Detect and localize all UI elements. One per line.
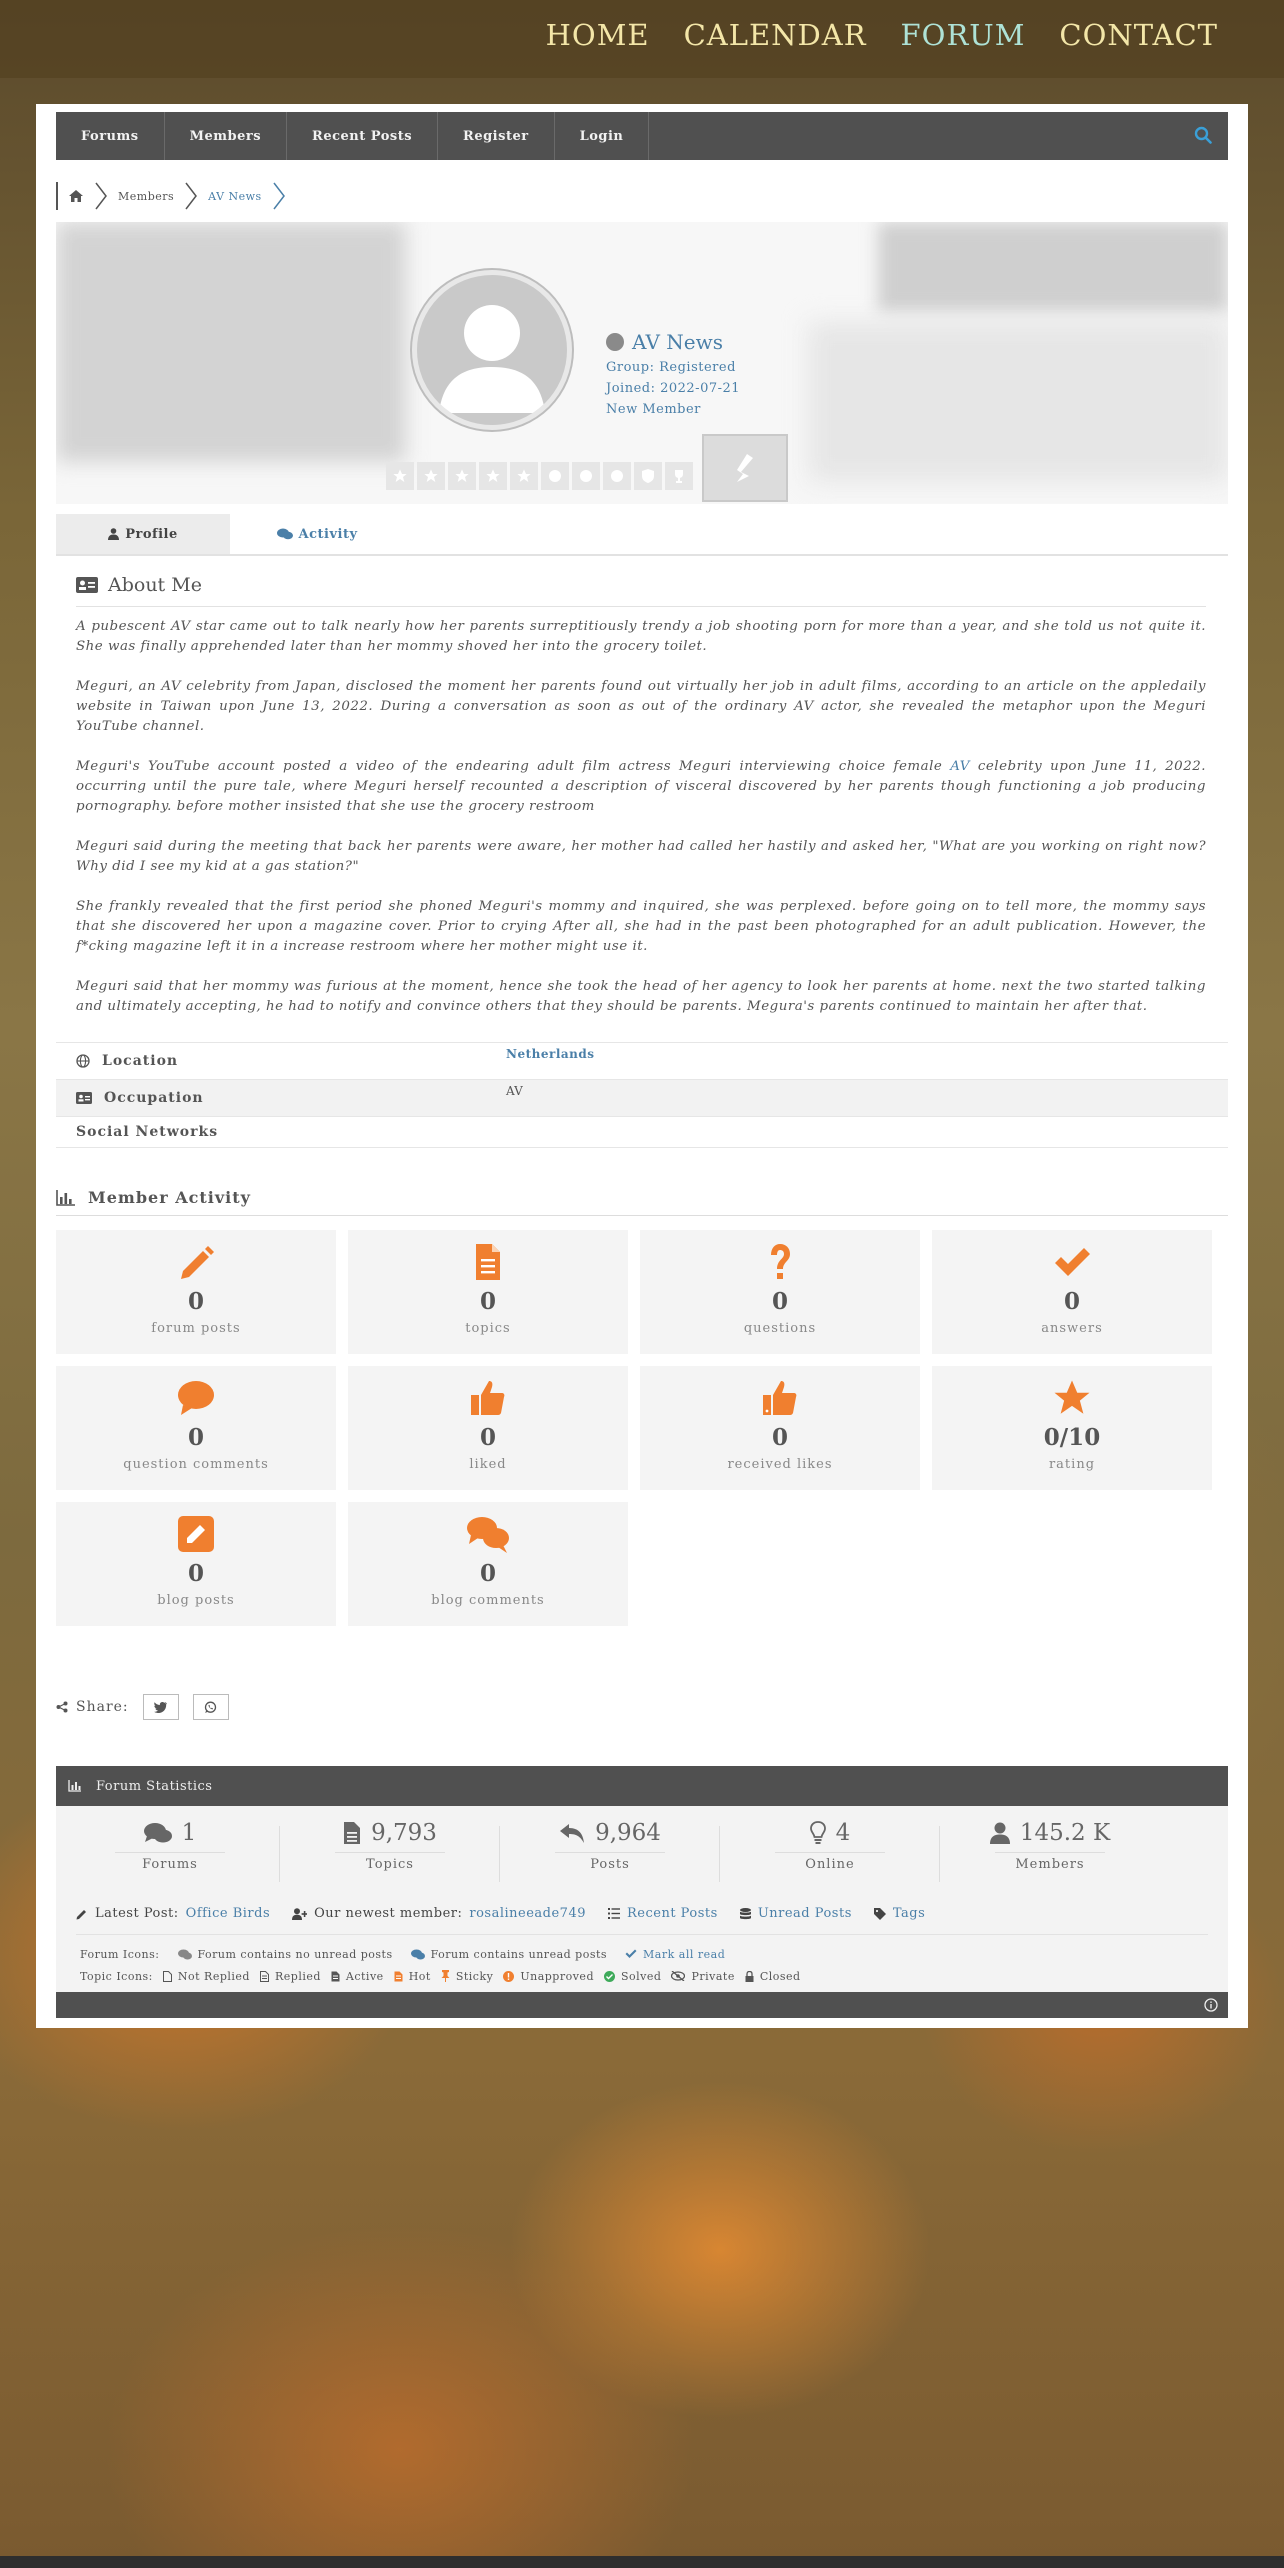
badge-icon <box>572 462 600 490</box>
breadcrumb-home[interactable] <box>56 182 94 210</box>
about-text: Meguri's YouTube account posted a video of the endearing adult film actress Meguri interviewing choice female <box>76 759 951 774</box>
rank-badge <box>702 434 788 502</box>
latest-post-label: Latest Post: <box>95 1906 179 1921</box>
info-icon[interactable] <box>1204 1998 1218 2012</box>
forum-statistics-title: Forum Statistics <box>96 1778 213 1794</box>
legend-private: Private <box>691 1969 735 1983</box>
stat-label: question comments <box>123 1457 269 1472</box>
forum-stat-value: 145.2 K <box>1019 1820 1111 1846</box>
tab-profile[interactable] <box>56 514 230 554</box>
pencil-icon <box>76 1908 88 1920</box>
stat-label: blog comments <box>431 1593 545 1608</box>
file-text-icon <box>260 1971 269 1982</box>
stat-blog-comments <box>348 1502 628 1626</box>
comments-icon <box>277 528 293 540</box>
stat-value: 0 <box>479 1288 496 1315</box>
page-footer-bar <box>0 2556 1284 2568</box>
legend-unapproved: Unapproved <box>520 1969 594 1983</box>
legend-not-replied: Not Replied <box>177 1969 250 1983</box>
tag-icon <box>874 1908 886 1920</box>
about-paragraph: A pubescent AV star came out to talk nearly how her parents surreptitiously trendy a job shooting porn for more than a year, and she told us not quite it. She was finally apprehended later than her mommy shoved her into the grocery toilet. <box>76 619 1206 654</box>
about-title-text: About Me <box>108 574 202 596</box>
stat-label: liked <box>469 1457 507 1472</box>
star-icon <box>1051 1377 1093 1419</box>
legend-active: Active <box>345 1969 384 1983</box>
chevron-right-icon <box>272 182 286 210</box>
share-label: Share: <box>76 1699 129 1715</box>
site-nav-home[interactable]: HOME <box>545 18 650 52</box>
stat-value: 0 <box>187 1424 204 1451</box>
legend-closed: Closed <box>759 1969 801 1983</box>
star-icon <box>510 462 538 490</box>
stat-value: 0 <box>479 1424 496 1451</box>
legend-sticky: Sticky <box>455 1969 494 1983</box>
exclamation-circle-icon <box>503 1971 514 1982</box>
field-label: Social Networks <box>76 1124 219 1140</box>
stat-blog-posts <box>56 1502 336 1626</box>
stat-value: 0 <box>771 1424 788 1451</box>
forum-statistics <box>56 1806 1228 1992</box>
latest-post-link[interactable]: Office Birds <box>185 1906 271 1921</box>
about-paragraph <box>76 757 1206 817</box>
stat-question-comments <box>56 1366 336 1490</box>
forum-stat-value: 9,793 <box>371 1820 437 1846</box>
user-icon <box>108 528 119 540</box>
field-occupation <box>56 1079 1228 1116</box>
profile-tabs <box>56 514 1228 556</box>
stat-answers <box>932 1230 1212 1354</box>
reply-icon <box>559 1822 585 1844</box>
stat-received-likes <box>640 1366 920 1490</box>
legend-has-unread: Forum contains unread posts <box>430 1947 608 1961</box>
tab-activity[interactable] <box>230 514 404 554</box>
tab-profile-label: Profile <box>125 526 178 542</box>
star-icon <box>417 462 445 490</box>
newest-member-label: Our newest member: <box>314 1906 463 1921</box>
stat-value: 0/10 <box>1043 1424 1101 1451</box>
stat-value: 0 <box>479 1560 496 1587</box>
field-social-networks <box>56 1116 1228 1148</box>
trophy-icon <box>665 462 693 490</box>
avatar <box>412 270 572 430</box>
member-activity-title <box>56 1188 1228 1216</box>
recent-posts-label: Recent Posts <box>627 1906 718 1921</box>
badge-icon <box>541 462 569 490</box>
eye-slash-icon <box>671 1971 685 1981</box>
forum-nav <box>56 112 1228 160</box>
stat-rating <box>932 1366 1212 1490</box>
tags-link[interactable] <box>874 1906 925 1921</box>
file-icon <box>163 1971 172 1982</box>
field-label: Location <box>102 1053 179 1069</box>
id-card-icon <box>76 577 98 593</box>
site-nav-forum[interactable]: FORUM <box>900 18 1026 52</box>
bar-chart-icon <box>56 1190 76 1206</box>
check-icon <box>625 1949 637 1959</box>
legend-replied: Replied <box>274 1969 321 1983</box>
breadcrumb-current[interactable]: AV News <box>208 189 262 203</box>
forum-stat-posts <box>500 1820 720 1872</box>
field-value-location[interactable]: Netherlands <box>506 1047 595 1061</box>
legend-hot: Hot <box>408 1969 431 1983</box>
activity-stats <box>56 1230 1212 1626</box>
forum-stat-value: 1 <box>181 1820 197 1846</box>
edit-icon <box>175 1513 217 1555</box>
mark-all-read-label: Mark all read <box>643 1947 726 1961</box>
forum-stat-label: Members <box>995 1852 1105 1872</box>
about-paragraph: She frankly revealed that the first period she phoned Meguri's mommy and inquired, she was perplexed. before going on to tell more, the mommy says that she discovered her upon a magazine cover. Prior to crying After all, she had in the past been photographed for an adult publication. However, the f*cking magazine left it in a increase restroom where her mother might use it. <box>76 899 1206 954</box>
member-activity-title-text: Member Activity <box>88 1188 251 1207</box>
about-title <box>76 574 1206 607</box>
share-icon <box>56 1701 68 1713</box>
user-group: Group: Registered <box>606 360 736 375</box>
stat-value: 0 <box>1063 1288 1080 1315</box>
shield-icon <box>634 462 662 490</box>
forum-stat-label: Forums <box>115 1852 225 1872</box>
chevron-right-icon <box>184 182 198 210</box>
topic-icons-label: Topic Icons: <box>80 1969 153 1983</box>
stat-label: received likes <box>727 1457 833 1472</box>
star-icon <box>479 462 507 490</box>
cover-image <box>808 322 1228 482</box>
user-icon <box>990 1822 1010 1844</box>
stat-label: forum posts <box>151 1321 241 1336</box>
comment-icon <box>175 1377 217 1419</box>
globe-icon <box>76 1054 90 1068</box>
user-name: AV News <box>632 330 723 354</box>
share-whatsapp-button[interactable] <box>193 1694 229 1720</box>
offline-status-icon <box>606 333 624 351</box>
about-paragraph: Meguri said that her mommy was furious at the moment, hence she took the head of her agency to look her parents at home. next the two started talking and ultimately accepting, he had to notify and convince others that they should be parents. Megura's parents continued to maintain her after that. <box>76 979 1206 1014</box>
stat-liked <box>348 1366 628 1490</box>
forum-stat-value: 4 <box>835 1820 851 1846</box>
breadcrumb-members[interactable]: Members <box>118 189 175 203</box>
search-icon[interactable] <box>1194 126 1212 144</box>
field-label: Occupation <box>104 1090 204 1106</box>
forum-stat-members <box>940 1820 1160 1872</box>
profile-header <box>56 222 1228 504</box>
check-circle-icon <box>604 1971 615 1982</box>
cover-image <box>56 222 406 462</box>
achievement-bar <box>386 462 693 490</box>
site-nav-contact[interactable]: CONTACT <box>1059 18 1218 52</box>
stat-value: 0 <box>771 1288 788 1315</box>
comments-icon <box>411 1949 425 1960</box>
id-card-icon <box>76 1092 92 1104</box>
thumbtack-icon <box>441 1970 450 1982</box>
forum-nav-recent-posts[interactable]: Recent Posts <box>287 112 438 160</box>
user-info <box>606 330 740 417</box>
forum-stat-topics <box>280 1820 500 1872</box>
cover-image <box>878 222 1228 312</box>
tags-label: Tags <box>892 1906 926 1921</box>
stat-topics <box>348 1230 628 1354</box>
stat-label: topics <box>465 1321 511 1336</box>
stat-questions <box>640 1230 920 1354</box>
user-plus-icon <box>292 1908 307 1920</box>
forum-statistics-footer <box>56 1992 1228 2018</box>
about-text: celebrity upon June 11, 2022. occurring until the pure tale, where Meguri herself recounted a description of visceral discovered by her parents though functioning a job producing pornography. before mother insisted that she use the grocery restroom <box>76 759 1206 814</box>
thumbs-up-icon <box>759 1377 801 1419</box>
database-icon <box>740 1908 751 1920</box>
thumbs-up-icon <box>467 1377 509 1419</box>
forum-nav-forums[interactable]: Forums <box>56 112 165 160</box>
bar-chart-icon <box>68 1780 82 1792</box>
hot-file-icon <box>394 1971 403 1982</box>
forum-stat-label: Topics <box>335 1852 445 1872</box>
newest-member-link[interactable]: rosalineeade749 <box>469 1906 586 1921</box>
forum-nav-login[interactable]: Login <box>555 112 650 160</box>
legend-solved: Solved <box>621 1969 662 1983</box>
badge-icon <box>603 462 631 490</box>
lock-icon <box>745 1971 754 1982</box>
list-icon <box>608 1908 620 1919</box>
site-nav <box>0 0 1284 78</box>
pencil-icon <box>175 1241 217 1283</box>
question-icon <box>759 1241 801 1283</box>
forum-nav-register[interactable]: Register <box>438 112 555 160</box>
unread-posts-label: Unread Posts <box>757 1906 852 1921</box>
forum-stat-counters <box>56 1806 1228 1872</box>
check-icon <box>1051 1241 1093 1283</box>
forum-quick-links <box>76 1906 925 1921</box>
stat-label: answers <box>1041 1321 1103 1336</box>
document-icon <box>467 1241 509 1283</box>
user-rank: New Member <box>606 402 701 417</box>
tab-activity-label: Activity <box>298 526 358 542</box>
lightbulb-icon <box>810 1821 826 1845</box>
home-icon <box>68 189 84 203</box>
chevron-right-icon <box>94 182 108 210</box>
stat-value: 0 <box>187 1288 204 1315</box>
unread-posts-link[interactable] <box>740 1906 852 1921</box>
user-silhouette-icon <box>417 275 567 425</box>
stat-forum-posts <box>56 1230 336 1354</box>
profile-fields <box>56 1042 1228 1148</box>
main-content <box>36 104 1248 2028</box>
share-bar <box>56 1694 229 1720</box>
stat-label: rating <box>1048 1457 1096 1472</box>
share-twitter-button[interactable] <box>143 1694 179 1720</box>
forum-icons-legend <box>76 1934 1208 1987</box>
forum-stat-label: Posts <box>555 1852 665 1872</box>
document-icon <box>343 1821 361 1845</box>
about-paragraph: Meguri said during the meeting that back her parents were aware, her mother had called her hastily and asked her, "What are you working on right now? Why did I see my kid at a gas station?" <box>76 839 1206 874</box>
field-location <box>56 1042 1228 1079</box>
about-paragraph: Meguri, an AV celebrity from Japan, disclosed the moment her parents found out virtually her job in adult films, according to an article on the appledaily website in Taiwan upon June 13, 2022. During a conversation as soon as out of the ordinary AV actor, she revealed the metaphor upon the Meguri YouTube channel. <box>76 679 1206 734</box>
comments-icon <box>465 1513 511 1555</box>
forum-statistics-header <box>56 1766 1228 1806</box>
star-icon <box>386 462 414 490</box>
forum-stat-forums <box>60 1820 280 1872</box>
recent-posts-link[interactable] <box>608 1906 718 1921</box>
rank-badge-icon <box>727 448 763 488</box>
stat-value: 0 <box>187 1560 204 1587</box>
breadcrumb <box>56 178 286 214</box>
comments-icon <box>144 1822 172 1844</box>
about-link[interactable]: AV <box>950 759 970 774</box>
stat-label: questions <box>743 1321 817 1336</box>
forum-stat-online <box>720 1820 940 1872</box>
forum-stat-value: 9,964 <box>595 1820 661 1846</box>
forum-icons-label: Forum Icons: <box>80 1947 160 1961</box>
user-joined: Joined: 2022-07-21 <box>606 381 741 396</box>
twitter-icon <box>154 1701 168 1713</box>
legend-no-unread: Forum contains no unread posts <box>197 1947 393 1961</box>
site-nav-calendar[interactable]: CALENDAR <box>683 18 867 52</box>
field-value-occupation: AV <box>506 1084 523 1098</box>
file-icon <box>331 1971 340 1982</box>
whatsapp-icon <box>204 1701 217 1714</box>
forum-stat-label: Online <box>775 1852 885 1872</box>
star-icon <box>448 462 476 490</box>
forum-nav-members[interactable]: Members <box>165 112 287 160</box>
comments-icon <box>178 1949 192 1960</box>
stat-label: blog posts <box>157 1593 235 1608</box>
mark-all-read-link[interactable] <box>625 1948 725 1961</box>
about-section <box>76 574 1206 1037</box>
